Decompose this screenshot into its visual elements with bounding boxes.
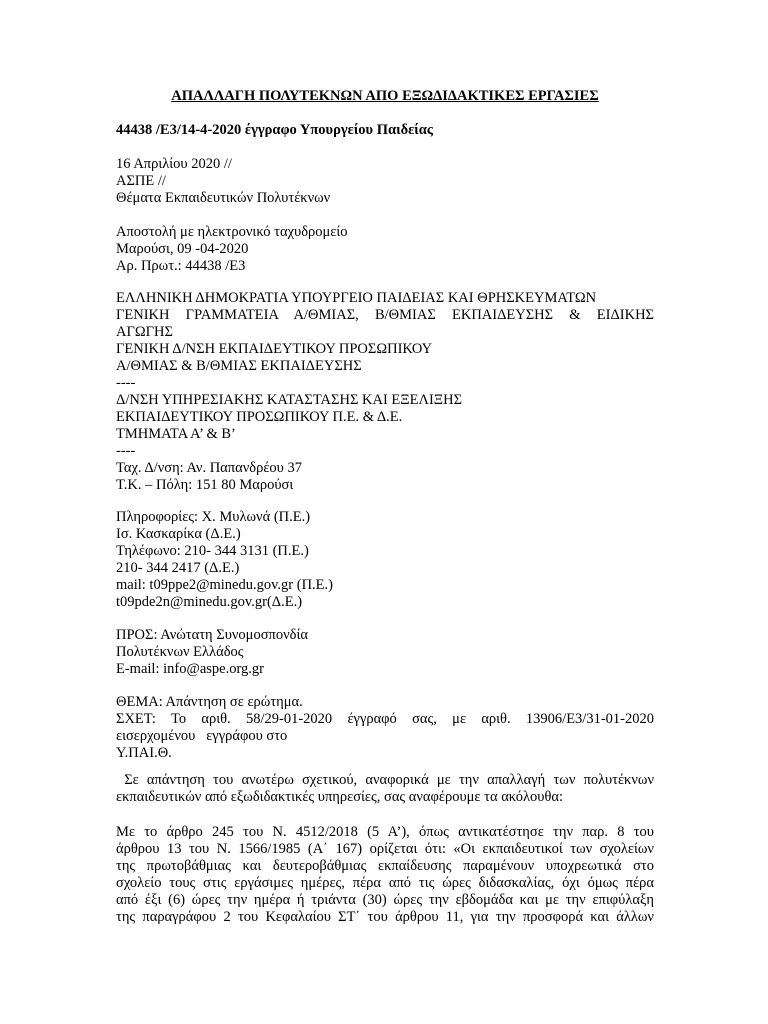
sending-block (116, 224, 654, 275)
recipient-line: ΠΡΟΣ: Ανώτατη Συνομοσπονδία (116, 627, 308, 643)
sending-method: Αποστολή με ηλεκτρονικό ταχυδρομείο (116, 224, 348, 240)
address-line: Ταχ. Δ/νση: Αν. Παπανδρέου 37 (116, 460, 302, 476)
body-line: από έξι (6) ώρες την ημέρα ή τριάντα (30) ώρες την εβδομάδα και με την επιφύλαξη (116, 892, 654, 908)
intro-paragraph (116, 772, 654, 806)
subject-line: ΘΕΜΑ: Απάντηση σε ερώτημα. (116, 694, 303, 710)
meta-date: 16 Απριλίου 2020 // (116, 156, 232, 172)
intro-line: εκπαιδευτικών από εξωδιδακτικές υπηρεσίες, σας αναφέρουμε τα ακόλουθα: (116, 789, 564, 805)
header-line: ΓΕΝΙΚΗ Δ/ΝΣΗ ΕΚΠΑΙΔΕΥΤΙΚΟΥ ΠΡΟΣΩΠΙΚΟΥ (116, 341, 433, 357)
contact-phone: Τηλέφωνο: 210- 344 3131 (Π.Ε.) (116, 543, 309, 559)
body-line: Με το άρθρο 245 του Ν. 4512/2018 (5 Α’), όπως αντικατέστησε την παρ. 8 του (116, 824, 654, 840)
header-line: Δ/ΝΣΗ ΥΠΗΡΕΣΙΑΚΗΣ ΚΑΤΑΣΤΑΣΗΣ ΚΑΙ ΕΞΕΛΙΞΗΣ (116, 392, 463, 408)
header-line: ΑΓΩΓΗΣ (116, 324, 173, 340)
recipient-line: Πολυτέκνων Ελλάδος (116, 644, 244, 660)
document-title: ΑΠΑΛΛΑΓΗ ΠΟΛΥΤΕΚΝΩΝ ΑΠΟ ΕΞΩΔΙΔΑΚΤΙΚΕΣ ΕΡΓΑΣΙΕΣ (171, 88, 599, 104)
contacts-block (116, 509, 654, 611)
postcode-line: Τ.Κ. – Πόλη: 151 80 Μαρούσι (116, 477, 294, 493)
contact-email: t09pde2n@minedu.gov.gr(Δ.Ε.) (116, 594, 303, 610)
document-subtitle: 44438 /Ε3/14-4-2020 έγγραφο Υπουργείου Παιδείας (116, 122, 434, 138)
header-line: Α/ΘΜΙΑΣ & Β/ΘΜΙΑΣ ΕΚΠΑΙΔΕΥΣΗΣ (116, 358, 362, 374)
recipient-email: E-mail: info@aspe.org.gr (116, 661, 264, 677)
reference-line: Υ.ΠΑΙ.Θ. (116, 745, 172, 761)
header-line: ΤΜΗΜΑΤΑ Α’ & Β’ (116, 426, 236, 442)
header-line: ΕΚΠΑΙΔΕΥΤΙΚΟΥ ΠΡΟΣΩΠΙΚΟΥ Π.Ε. & Δ.Ε. (116, 409, 403, 425)
body-line: της πρωτοβάθμιας και δευτεροβάθμιας εκπαίδευσης παραμένουν υποχρεωτικά στο (116, 858, 654, 874)
body-line: άρθρου 13 του Ν. 1566/1985 (Α΄ 167) ορίζεται ότι: «Οι εκπαιδευτικοί των σχολείων (116, 841, 654, 857)
issuer-header-block (116, 290, 654, 494)
subject-block (116, 694, 654, 762)
contact-line: Ισ. Κασκαρίκα (Δ.Ε.) (116, 526, 241, 542)
body-line: σχολείο τους στις εργάσιμες ημέρες, πέρα από τις ώρες διδασκαλίας, όχι όμως πέρα (116, 875, 654, 891)
body-paragraph (116, 824, 654, 926)
contact-phone: 210- 344 2417 (Δ.Ε.) (116, 560, 240, 576)
header-separator: ---- (116, 375, 136, 391)
body-line: της παραγράφου 2 του Κεφαλαίου ΣΤ΄ του άρθρου 11, για την προσφορά και άλλων (116, 909, 654, 925)
protocol-number: Αρ. Πρωτ.: 44438 /Ε3 (116, 258, 246, 274)
reference-line: εισερχομένου εγγράφου στο (116, 728, 288, 744)
meta-block (116, 156, 654, 207)
meta-source: ΑΣΠΕ // (116, 173, 166, 189)
reference-line: ΣΧΕΤ: Το αριθ. 58/29-01-2020 έγγραφό σας, με αριθ. 13906/Ε3/31-01-2020 (116, 711, 654, 727)
intro-line: Σε απάντηση του ανωτέρω σχετικού, αναφορικά με την απαλλαγή των πολυτέκνων (116, 772, 654, 788)
recipient-block (116, 627, 654, 678)
contact-email: mail: t09ppe2@minedu.gov.gr (Π.Ε.) (116, 577, 333, 593)
sending-place-date: Μαρούσι, 09 -04-2020 (116, 241, 249, 257)
header-separator: ---- (116, 443, 136, 459)
header-line: ΕΛΛΗΝΙΚΗ ΔΗΜΟΚΡΑΤΙΑ ΥΠΟΥΡΓΕΙΟ ΠΑΙΔΕΙΑΣ ΚΑΙ ΘΡΗΣΚΕΥΜΑΤΩΝ (116, 290, 597, 306)
header-line: ΓΕΝΙΚΗ ΓΡΑΜΜΑΤΕΙΑ Α/ΘΜΙΑΣ, Β/ΘΜΙΑΣ ΕΚΠΑΙΔΕΥΣΗΣ & ΕΙΔΙΚΗΣ (116, 307, 654, 323)
meta-category: Θέματα Εκπαιδευτικών Πολυτέκνων (116, 190, 331, 206)
contact-line: Πληροφορίες: Χ. Μυλωνά (Π.Ε.) (116, 509, 311, 525)
